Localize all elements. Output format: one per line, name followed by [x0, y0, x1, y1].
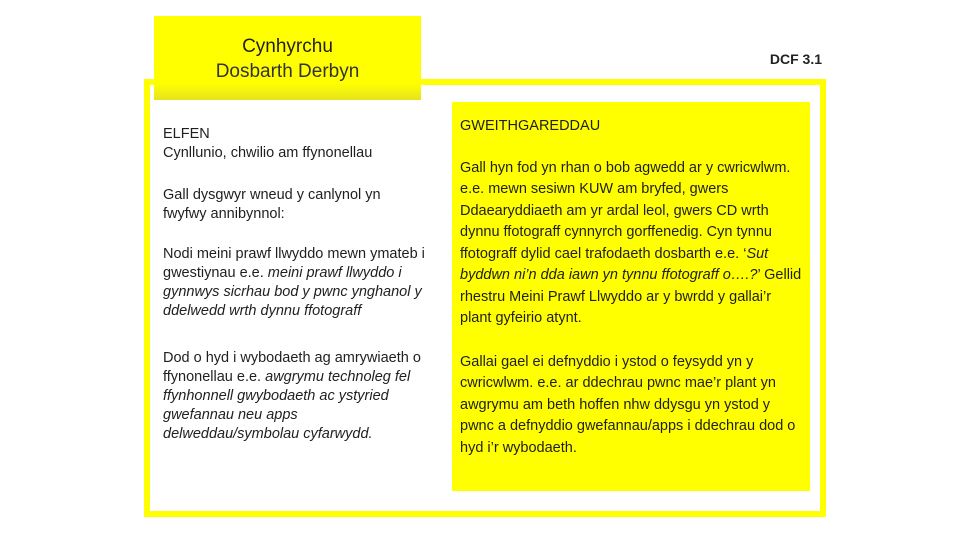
- activities-paragraph-1-a: Gall hyn fod yn rhan o bob agwedd ar y cwricwlwm. e.e. mewn sesiwn KUW am bryfed, gwers Ddaearyddiaeth am yr ardal leol, gwers CD wrth dynnu ffotograff cynnyrch gorffenedig. Cyn tynnu ffotograff dylid cael trafodaeth dosbarth e.e. ‘: [460, 159, 791, 262]
- intro-text: Gall dysgwyr wneud y canlynol yn fwyfwy annibynnol:: [163, 187, 381, 222]
- criteria-item-text: Nodi meini prawf llwyddo mewn ymateb i gwestiynau e.e.: [163, 246, 425, 281]
- activities-text: [460, 116, 806, 459]
- activities-paragraph-1-quote: Sut byddwn ni’n dda iawn yn tynnu ffotograff o….?: [460, 245, 769, 283]
- title-box: [154, 16, 421, 100]
- criteria-item: [163, 245, 425, 321]
- title-line-2: Dosbarth Derbyn: [215, 61, 360, 82]
- activities-paragraph-1-b: ’ Gellid rhestru Meini Prawf Llwyddo ar y bwrdd y gallai’r plant gyfeirio atynt.: [460, 267, 802, 326]
- activities-paragraph-1: [460, 158, 806, 330]
- left-column: [163, 125, 425, 444]
- sources-item-text: Dod o hyd i wybodaeth ag amrywiaeth o ffynonellau e.e.: [163, 350, 421, 385]
- activities-heading: GWEITHGAREDDAU: [460, 118, 601, 134]
- activities-paragraph-2: Gallai gael ei defnyddio i ystod o feysydd yn y cwricwlwm. e.e. ar ddechrau pwnc mae’r plant yn awgrymu am beth hoffen nhw ddysgu yn ystod y pwnc a defnyddio gwefannau/apps i ddechrau dod o hyd i’r wybodaeth.: [460, 353, 796, 456]
- sources-item: [163, 349, 425, 444]
- title-line-1: Cynhyrchu: [242, 36, 333, 57]
- sources-item-example: awgrymu technoleg fel ffynhonnell gwybodaeth ac ystyried gwefannau neu apps delweddau/symbolau cyfarwydd.: [163, 369, 411, 442]
- elfen-label: ELFEN: [163, 126, 210, 142]
- elfen-value: Cynllunio, chwilio am ffynonellau: [163, 145, 373, 161]
- framework-code: DCF 3.1: [769, 51, 822, 67]
- criteria-item-example: meini prawf llwyddo i gynnwys sicrhau bod y pwnc ynghanol y ddelwedd wrth dynnu ffotograff: [163, 265, 422, 319]
- activities-panel: [452, 102, 810, 491]
